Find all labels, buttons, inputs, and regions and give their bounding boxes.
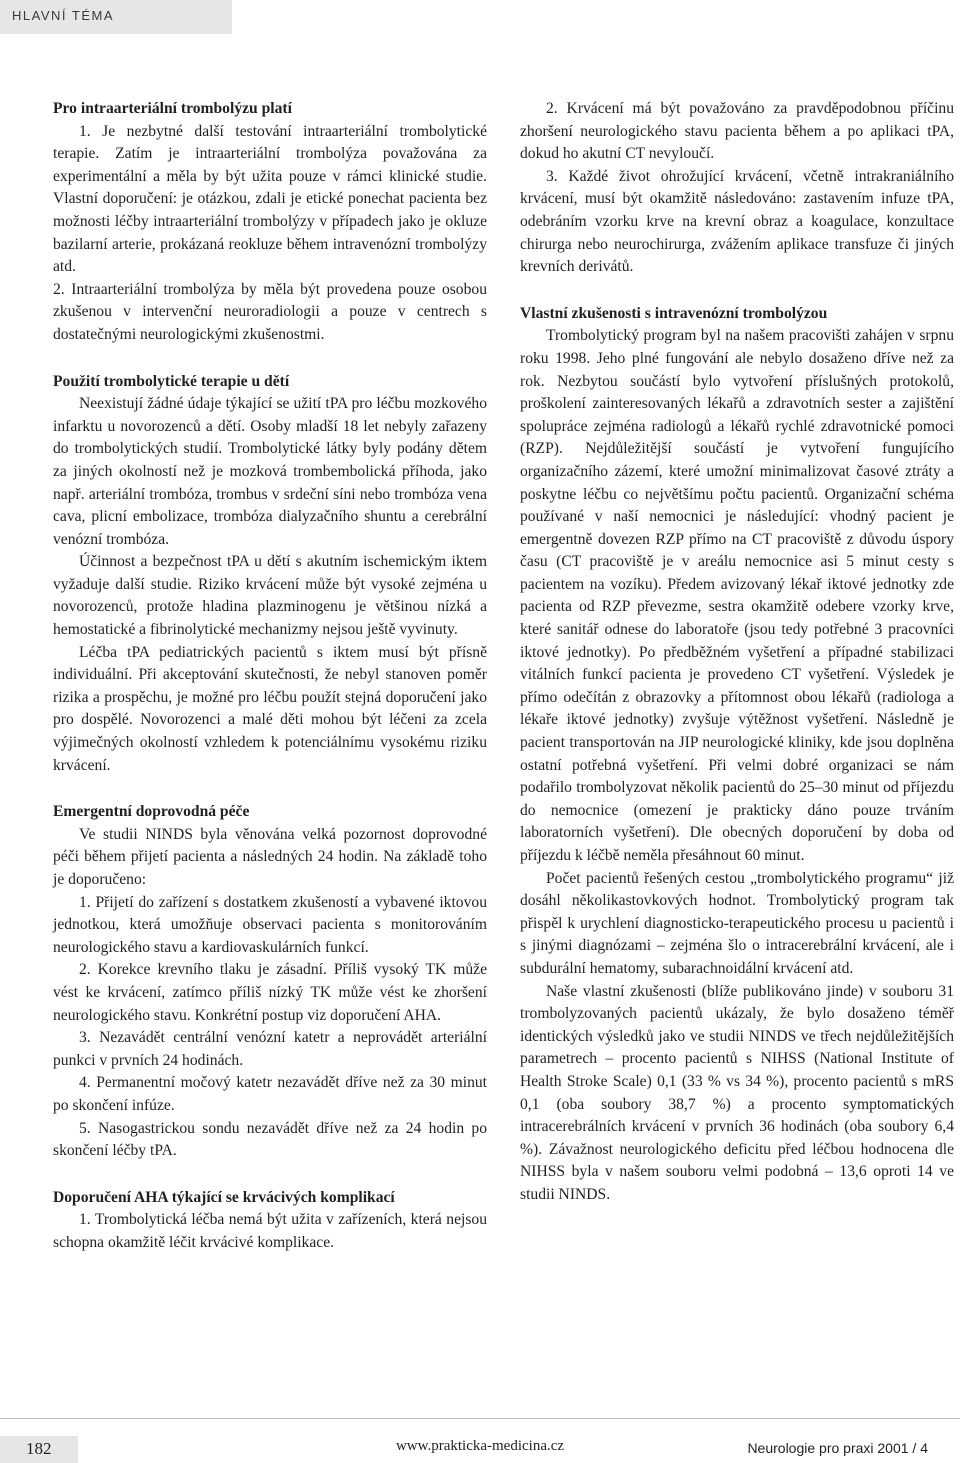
- paragraph: 1. Přijetí do zařízení s dostatkem zkušeností a vybavené iktovou jednotkou, která umožňuje observaci pacienta s monitorováním neurologického stavu a kardiovaskulárních funkcí.: [53, 893, 487, 956]
- footer-divider: [0, 1418, 960, 1419]
- heading-intraarterial: Pro intraarteriální trombolýzu platí: [53, 100, 292, 117]
- paragraph: 2. Korekce krevního tlaku je zásadní. Příliš vysoký TK může vést ke krvácení, zatímco příliš nízký TK může vést ke zhoršení neurologického stavu. Konkrétní postup viz doporučení AHA.: [53, 961, 487, 1024]
- paragraph: 1. Je nezbytné další testování intraarteriální trombolytické terapie. Zatím je intraarteriální trombolýza považována za experimentální a měla by být užita pouze v rámci klinické studie. Vlastní doporučení: je otázkou, zdali je etické ponechat pacienta bez možnosti léčby intraarteriální trombolýzy v případech jako je okluze bazilarní arterie, prokázaná reokluze během intravenózní trombolýzy atd.: [53, 122, 487, 276]
- spacer: [53, 347, 487, 371]
- paragraph: 2. Krvácení má být považováno za pravděpodobnou příčinu zhoršení neurologického stavu pacienta během a po aplikaci tPA, dokud ho akutní CT nevyloučí.: [520, 100, 954, 163]
- section-title: HLAVNÍ TÉMA: [12, 8, 114, 23]
- heading-children: Použití trombolytické terapie u dětí: [53, 372, 290, 390]
- paragraph: Počet pacientů řešených cestou „trombolytického programu“ již dosáhl několikastovkových hodnot. Trombolytický program tak přispěl k urychlení diagnosticko-terapeutického procesu u pacientů i s jinými diagnózami – zejména šlo o intracerebrální krvácení, ale i subdurální hematomy, subarachnoidální krvácení atd.: [520, 869, 954, 977]
- heading-emergent-care: Emergentní doprovodná péče: [53, 803, 250, 821]
- footer-journal: Neurologie pro praxi 2001 / 4: [747, 1440, 928, 1456]
- spacer: [53, 777, 487, 801]
- spacer: [53, 1163, 487, 1187]
- page-number-box: [0, 1436, 78, 1463]
- section-header: [0, 0, 232, 34]
- paragraph: 3. Každé život ohrožující krvácení, včetně intrakraniálního krvácení, musí být okamžitě následováno: zastavením infuze tPA, odebráním vzorku krve na krevní obraz a koagulace, konzultace chirurga nebo neurochirurga, zvážením aplikace transfuze či jiných krevních derivátů.: [520, 167, 954, 276]
- paragraph: 5. Nasogastrickou sondu nezavádět dříve než za 24 hodin po skončení léčby tPA.: [53, 1119, 487, 1160]
- page-number: 182: [26, 1439, 52, 1458]
- spacer: [520, 279, 954, 303]
- paragraph: Neexistují žádné údaje týkající se užití tPA pro léčbu mozkového infarktu u novorozenců a dětí. Osoby mladší 18 let nebyly zařazeny do trombolytických studií. Trombolytické látky byly podány dětem za jiných okolností než je mozková trombembolická příhoda, jako např. arteriální trombóza, trombus v srdeční síni nebo trombóza vena cava, plicní embolizace, trombóza dialyzačního shuntu a cerebrální venózní trombóza.: [53, 395, 487, 548]
- heading-aha-recommendations: Doporučení AHA týkající se krvácivých komplikací: [53, 1188, 395, 1206]
- paragraph: 4. Permanentní močový katetr nezavádět dříve než za 30 minut po skončení infúze.: [53, 1074, 487, 1114]
- left-column: [53, 98, 487, 1255]
- paragraph: 3. Nezavádět centrální venózní katetr a neprovádět arteriální punkci v prvních 24 hodinách.: [53, 1029, 487, 1069]
- footer-url[interactable]: www.prakticka-medicina.cz: [395, 1438, 565, 1454]
- paragraph: Trombolytický program byl na našem pracovišti zahájen v srpnu roku 1998. Jeho plné fungování ale nebylo dosaženo dříve než za rok. Nezbytou součástí bylo vytvoření příslušných protokolů, proškolení zainteresovaných lékařů a zdravotních sester a zajištění spolupráce zejména radiologů a lékařů rychlé zdravotnické pomoci (RZP). Nejdůležitější součástí je vytvoření fungujícího organizačního zázemí, které umožní minimalizovat časové ztráty a poskytne léčbu co největšímu počtu pacientů. Organizační schéma používané v naší nemocnici je následující: vhodný pacient je emergentně dovezen RZP přímo na CT pracoviště z důvodu úspory času (CT pracoviště je v areálu nemocnice asi 5 minut cesty s pacientem na vozíku). Předem avizovaný lékař iktové jednotky zde pacienta od RZP převezme, sestra okamžitě odebere vzorky krve, které sanitář odnese do laboratoře (jsou tedy potřebné 3 pracovníci iktové jednotky). Po předběžném vyšetření a případné stabilizaci vitálních funkcí pacienta je provedeno CT vyšetření. Výsledek je přímo odečítán z obrazovky a přítomnost obou lékařů (radiologa a lékaře iktové jednotky) zvyšuje výtěžnost vyšetření. Následně je pacient transportován na JIP neurologické kliniky, kde jsou doplněna ostatní potřebná vyšetření. Při velmi dobré organizaci se nám podařilo trombolyzovat několik pacientů do 25–30 minut od příjezdu do nemocnice (omezení je prakticky dáno pouze trváním laboratorních vyšetření). Dle obecných doporučení by doba od příjezdu k léčbě neměla přesáhnout 60 minut.: [520, 327, 954, 864]
- paragraph: Léčba tPA pediatrických pacientů s iktem musí být přísně individuální. Při akceptování skutečnosti, že nebyl stanoven poměr rizika a prospěchu, je možné pro léčbu použít stejná doporučení jako pro dospělé. Novorozenci a malé děti mohou být léčeni za zcela výjimečných okolností vzhledem k potenciálnímu vysokému riziku krvácení.: [53, 643, 487, 774]
- paragraph: Naše vlastní zkušenosti (blíže publikováno jinde) v souboru 31 trombolyzovaných pacientů ukázaly, že bylo dosaženo téměř identických výsledků jako ve studii NINDS ve třech nejdůležitějších parametrech – procento pacientů s NIHSS (National Institute of Health Stroke Scale) 0,1 (33 % vs 34 %), procento pacientů s mRS 0,1 (oba soubory 38,7 %) a procento symptomatických intracerebrálních krvácení v prvních 36 hodinách (oba soubory 6,4 %). Závažnost neurologického deficitu před léčbou hodnocena dle NIHSS byla v našem souboru velmi podobná – 13,6 oproti 14 ve studii NINDS.: [520, 982, 954, 1203]
- paragraph: 2. Intraarteriální trombolýza by měla být provedena pouze osobou zkušenou v intervenční neuroradiologii a pouze v centrech s dostatečnými neurologickými zkušenostmi.: [53, 280, 487, 343]
- paragraph: Ve studii NINDS byla věnována velká pozornost doprovodné péči během přijetí pacienta a následných 24 hodin. Na základě toho je doporučeno:: [53, 825, 487, 888]
- paragraph: Účinnost a bezpečnost tPA u dětí s akutním ischemickým iktem vyžaduje další studie. Riziko krvácení může být vysoké zejména u novorozenců, protože hladina plazminogenu je většinou nízká a hemostatické a fibrinolytické mechanizmy nejsou ještě vyvinuty.: [53, 553, 487, 639]
- paragraph: 1. Trombolytická léčba nemá být užita v zařízeních, která nejsou schopna okamžitě léčit krvácivé komplikace.: [53, 1211, 487, 1251]
- right-column: [520, 98, 954, 1207]
- heading-own-experience: Vlastní zkušenosti s intravenózní trombolýzou: [520, 304, 828, 322]
